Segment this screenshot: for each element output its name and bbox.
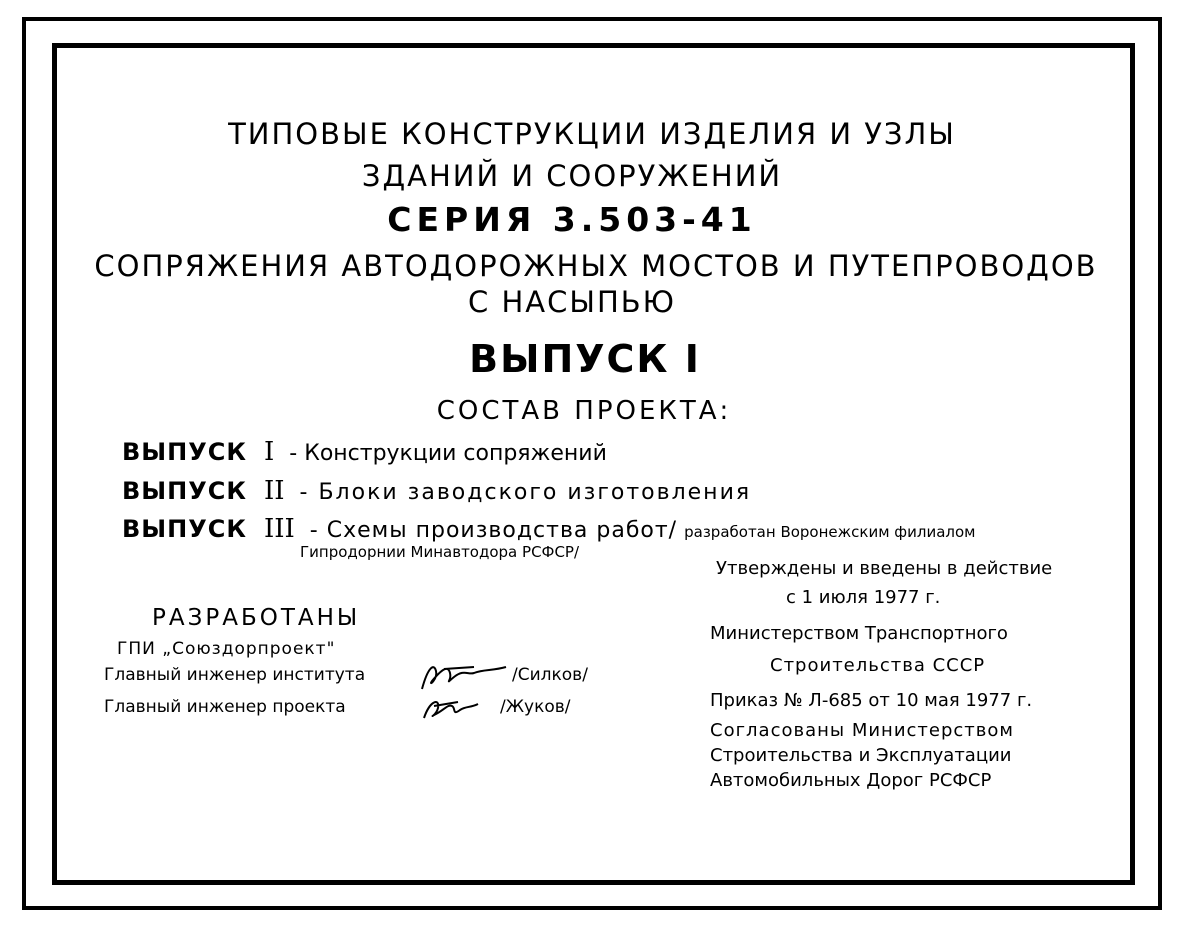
issue-number: III: [263, 514, 295, 544]
issue-row-2: [122, 478, 751, 504]
issue-text: - Схемы производства работ/: [309, 518, 678, 543]
header-line-2: ЗДАНИЙ И СООРУЖЕНИЙ: [361, 159, 783, 193]
issue-row-1: [122, 439, 607, 465]
approval-line-4: Строительства СССР: [770, 655, 986, 676]
issue-label: ВЫПУСК: [122, 438, 247, 466]
chief-engineer-project: [104, 699, 346, 716]
project-title-line-1: СОПРЯЖЕНИЯ АВТОДОРОЖНЫХ МОСТОВ И ПУТЕПРОВОДОВ: [94, 249, 1098, 283]
developer-note-part-2: Гипродорнии Минавтодора РСФСР/: [300, 543, 580, 561]
developed-title: РАЗРАБОТАНЫ: [152, 605, 361, 631]
issue-number: I: [263, 437, 275, 467]
approval-line-6: Согласованы Министерством: [710, 720, 1014, 741]
approval-line-8: Автомобильных Дорог РСФСР: [710, 770, 992, 791]
approval-line-3: Министерством Транспортного: [710, 623, 1008, 644]
developer-org: ГПИ „Союздорпроект": [117, 639, 336, 659]
signature-zhukov: [418, 692, 488, 726]
approval-line-7: Строительства и Эксплуатации: [710, 745, 1012, 766]
signature-silkov: [414, 657, 514, 697]
issue-label: ВЫПУСК: [122, 515, 247, 543]
issue-row-3: [122, 516, 975, 542]
chief-engineer-institute-name: /Силков/: [512, 665, 588, 685]
approval-line-1: Утверждены и введены в действие: [716, 558, 1053, 579]
issue-title: ВЫПУСК I: [469, 337, 701, 381]
header-line-1: ТИПОВЫЕ КОНСТРУКЦИИ ИЗДЕЛИЯ И УЗЛЫ: [228, 117, 956, 151]
developer-note-part-1: разработан Воронежским филиалом: [684, 523, 976, 541]
chief-engineer-institute-label: Главный инженер института: [104, 665, 366, 685]
series-title: СЕРИЯ 3.503-41: [387, 200, 757, 239]
chief-engineer-institute: [104, 667, 365, 684]
chief-engineer-project-name: /Жуков/: [500, 697, 571, 717]
approval-line-2: с 1 июля 1977 г.: [786, 587, 941, 608]
issue-text: - Блоки заводского изготовления: [299, 480, 752, 505]
issue-label: ВЫПУСК: [122, 477, 247, 505]
issue-text: - Конструкции сопряжений: [289, 441, 607, 466]
chief-engineer-project-label: Главный инженер проекта: [104, 697, 346, 717]
issue-number: II: [263, 476, 285, 506]
composition-title: СОСТАВ ПРОЕКТА:: [436, 396, 732, 426]
project-title-line-2: С НАСЫПЬЮ: [468, 285, 676, 319]
approval-line-5: Приказ № Л-685 от 10 мая 1977 г.: [710, 690, 1033, 711]
